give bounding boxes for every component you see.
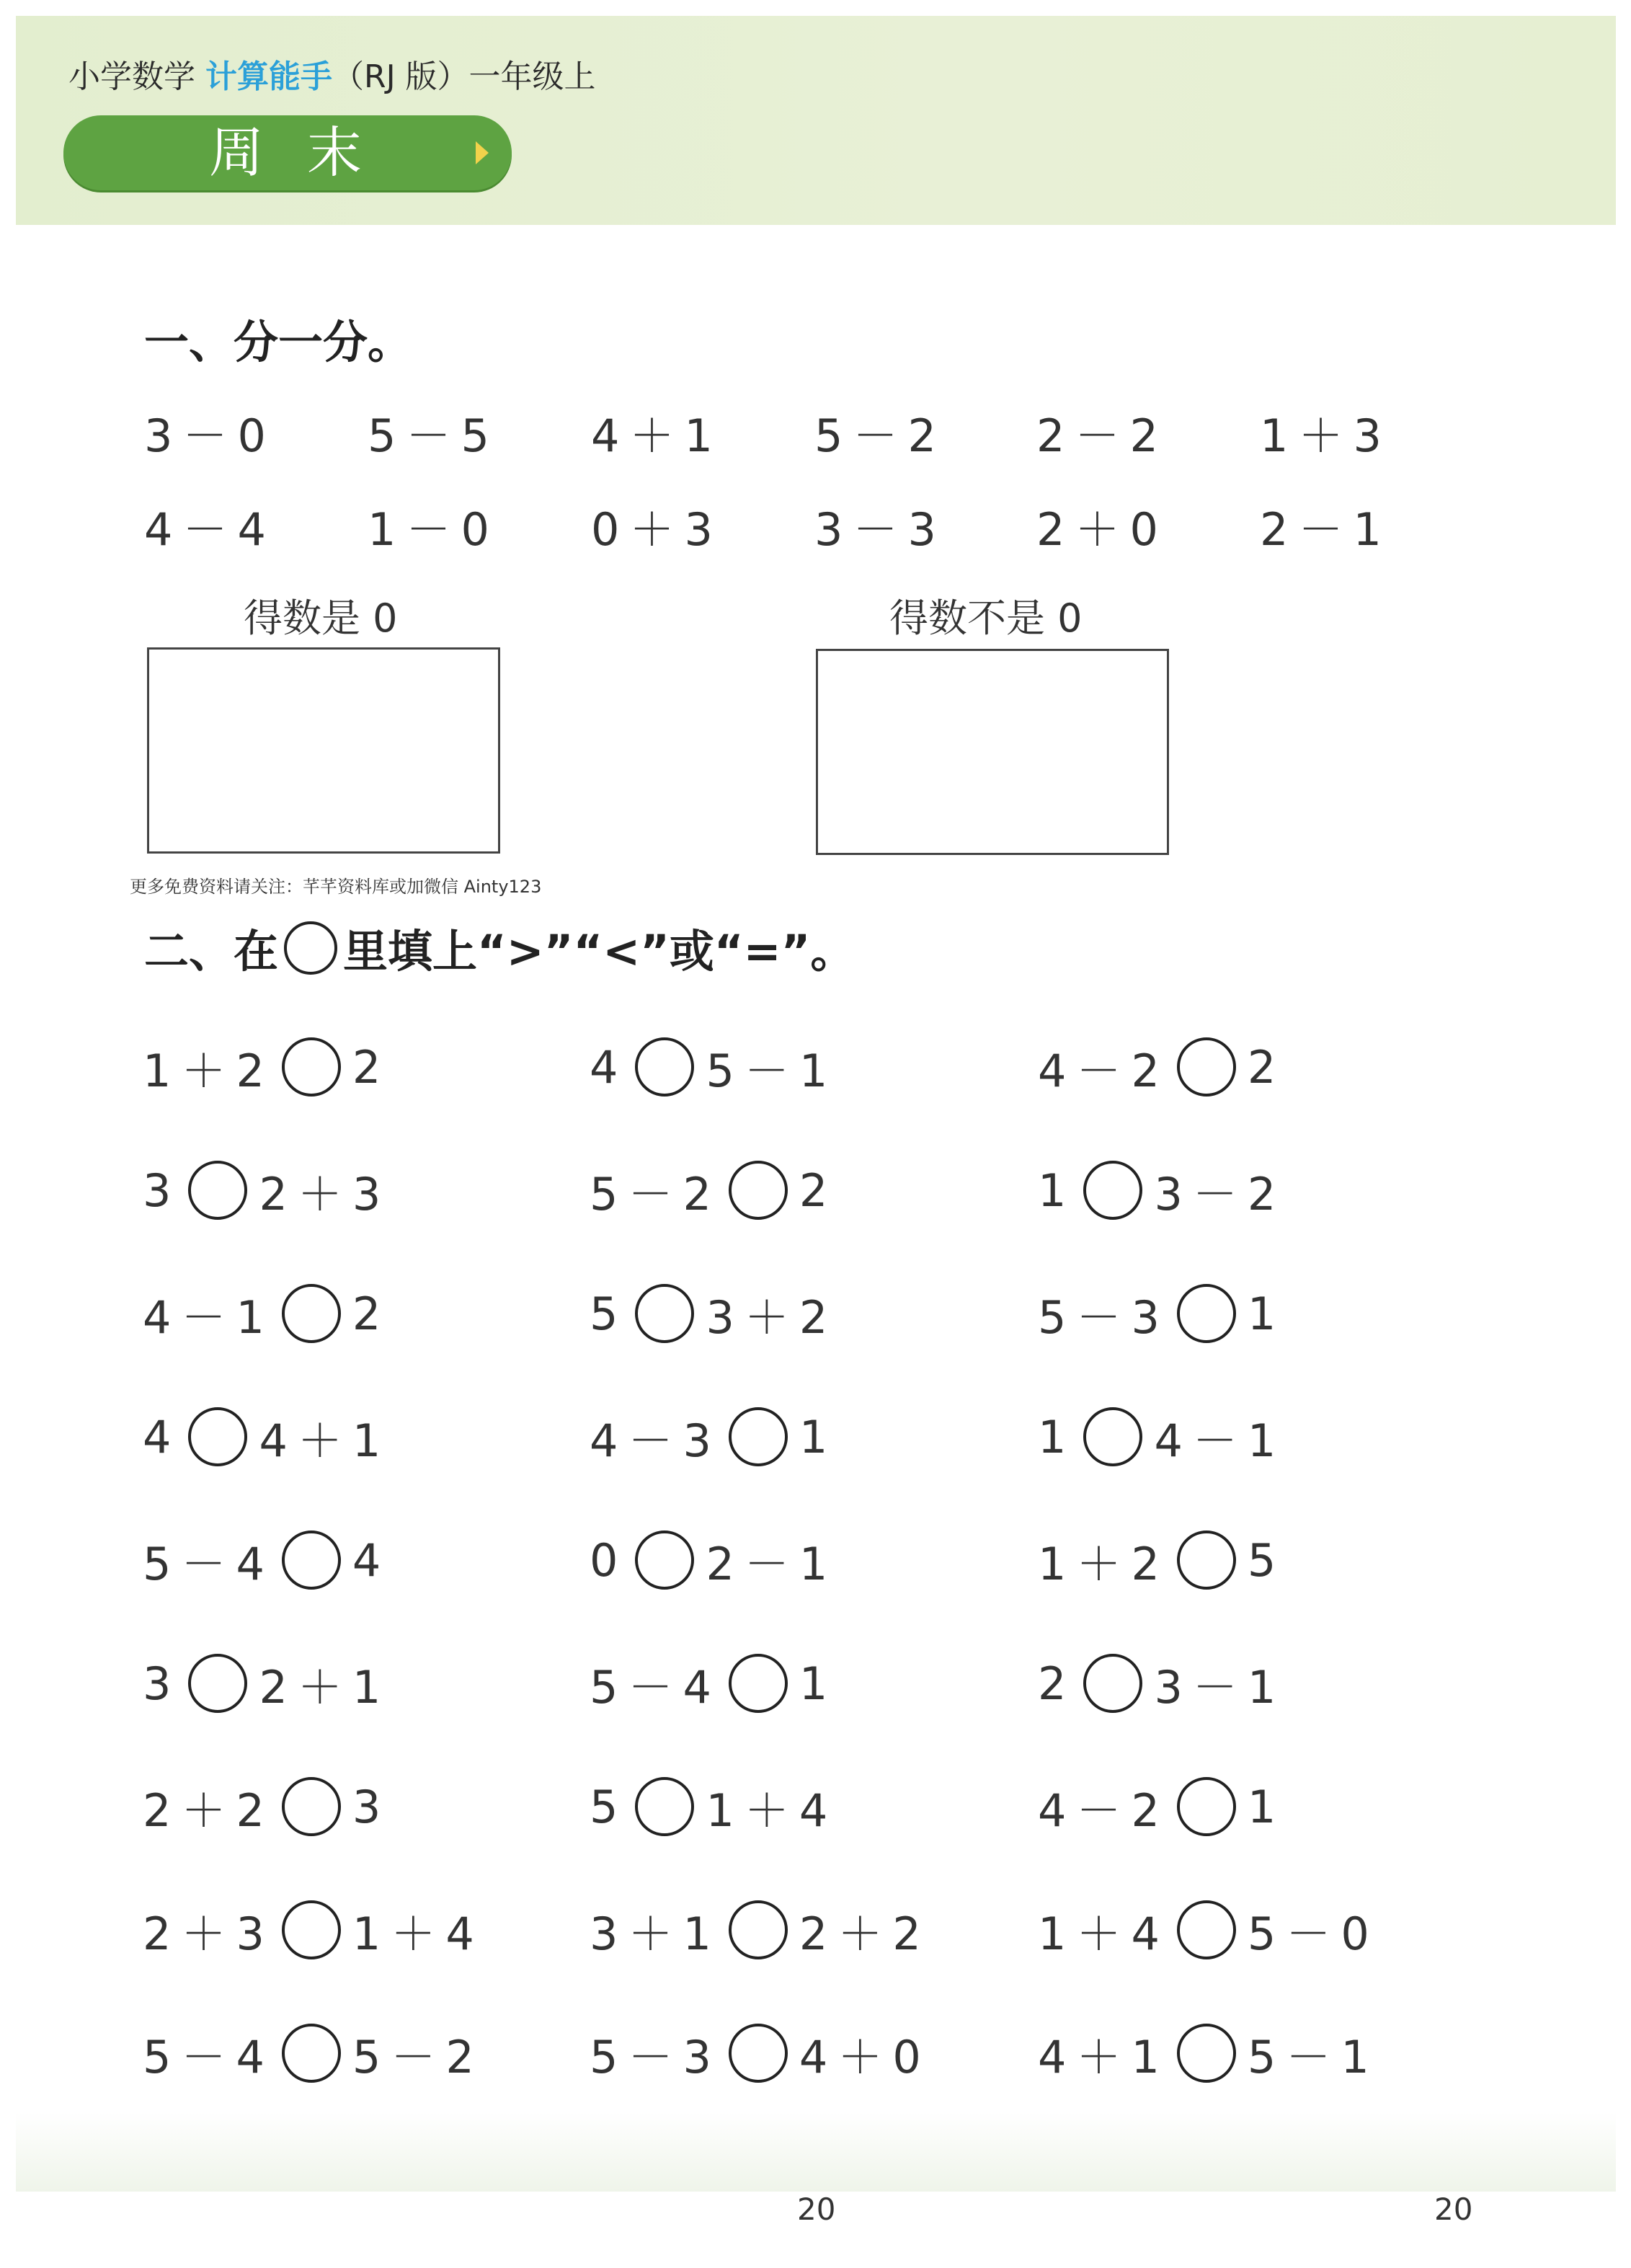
comparison-item — [143, 1158, 391, 1223]
comparison-left: 4＋1 — [1038, 2030, 1170, 2083]
answer-circle[interactable] — [1083, 1161, 1142, 1220]
answer-circle[interactable] — [1177, 1284, 1236, 1343]
comparison-right: 4 — [352, 1533, 391, 1587]
expr-r2-c5: 2＋0 — [1036, 503, 1168, 556]
expr-r1-c6: 1＋3 — [1260, 409, 1392, 462]
zero-result-box[interactable] — [147, 647, 500, 854]
answer-circle[interactable] — [188, 1654, 247, 1713]
comparison-right: 3－2 — [1154, 1167, 1286, 1221]
comparison-left: 2＋2 — [143, 1784, 275, 1837]
bottom-fade — [16, 2112, 1616, 2192]
comparison-item — [1038, 1528, 1286, 1593]
comparison-right: 2＋2 — [799, 1907, 931, 1960]
expr-r1-c2: 5－5 — [368, 409, 499, 462]
answer-circle[interactable] — [729, 1654, 788, 1713]
answer-circle[interactable] — [729, 1161, 788, 1220]
comparison-left: 4－2 — [1038, 1044, 1170, 1097]
section2-title — [144, 916, 855, 980]
comparison-left: 1＋2 — [1038, 1537, 1170, 1590]
answer-circle[interactable] — [1177, 1037, 1236, 1097]
comparison-left: 5－2 — [590, 1167, 721, 1221]
comparison-right: 3 — [352, 1780, 391, 1833]
comparison-item — [590, 1897, 931, 1962]
expr-r2-c6: 2－1 — [1260, 503, 1392, 556]
answer-circle[interactable] — [1177, 1900, 1236, 1959]
comparison-left: 0 — [590, 1533, 628, 1587]
comparison-item — [590, 2021, 931, 2086]
comparison-right: 1 — [1247, 1780, 1286, 1833]
answer-circle[interactable] — [282, 2024, 341, 2083]
comparison-left: 4－2 — [1038, 1784, 1170, 1837]
comparison-right: 2 — [352, 1040, 391, 1094]
comparison-right: 1 — [799, 1657, 838, 1710]
comparison-item — [1038, 1281, 1286, 1346]
blank-circle-icon — [284, 921, 337, 975]
answer-circle[interactable] — [282, 1037, 341, 1097]
comparison-right: 5－2 — [352, 2030, 484, 2083]
comparison-item — [143, 1774, 391, 1839]
book-title-suffix: （RJ 版）一年级上 — [332, 58, 596, 95]
comparison-left: 4－1 — [143, 1290, 275, 1344]
comparison-item — [590, 1528, 837, 1593]
comparison-right: 2－1 — [706, 1537, 838, 1590]
book-title — [68, 50, 596, 97]
expr-r1-c1: 3－0 — [144, 409, 276, 462]
answer-circle[interactable] — [729, 1900, 788, 1959]
expr-r2-c1: 4－4 — [144, 503, 276, 556]
answer-circle[interactable] — [635, 1037, 694, 1097]
answer-circle[interactable] — [1083, 1407, 1142, 1466]
lesson-tab-label: 周末 — [209, 120, 405, 185]
comparison-item — [1038, 1897, 1379, 1962]
comparison-item — [1038, 1158, 1286, 1223]
comparison-left: 1＋4 — [1038, 1907, 1170, 1960]
book-title-accent: 计算能手 — [205, 58, 332, 95]
expr-r1-c5: 2－2 — [1036, 409, 1168, 462]
comparison-item — [1038, 1404, 1286, 1469]
comparison-right: 2 — [1247, 1040, 1286, 1094]
comparison-item — [590, 1035, 837, 1099]
comparison-left: 3 — [143, 1164, 182, 1217]
comparison-item — [143, 1528, 391, 1593]
expr-r1-c4: 5－2 — [814, 409, 946, 462]
comparison-item — [1038, 1651, 1286, 1716]
comparison-right: 3－1 — [1154, 1660, 1286, 1714]
comparison-item — [143, 1897, 484, 1962]
comparison-right: 1＋4 — [352, 1907, 484, 1960]
page-number-center: 20 — [797, 2192, 836, 2227]
answer-circle[interactable] — [1083, 1654, 1142, 1713]
comparison-left: 2 — [1038, 1657, 1077, 1710]
book-title-prefix: 小学数学 — [68, 58, 205, 95]
comparison-right: 1＋4 — [706, 1784, 838, 1837]
comparison-right: 4－1 — [1154, 1414, 1286, 1467]
comparison-right: 2＋3 — [259, 1167, 391, 1221]
comparison-left: 5－4 — [143, 1537, 275, 1590]
nonzero-result-box[interactable] — [816, 649, 1169, 855]
answer-circle[interactable] — [635, 1531, 694, 1590]
comparison-left: 5－3 — [1038, 1290, 1170, 1344]
comparison-item — [590, 1651, 837, 1716]
comparison-right: 2 — [352, 1287, 391, 1340]
comparison-item — [590, 1158, 837, 1223]
comparison-right: 2＋1 — [259, 1660, 391, 1714]
comparison-item — [143, 2021, 484, 2086]
comparison-item — [143, 1035, 391, 1099]
comparison-left: 5 — [590, 1287, 628, 1340]
comparison-left: 2＋3 — [143, 1907, 275, 1960]
comparison-item — [1038, 1774, 1286, 1839]
comparison-item — [590, 1404, 837, 1469]
comparison-left: 1 — [1038, 1410, 1077, 1463]
answer-circle[interactable] — [188, 1407, 247, 1466]
answer-circle[interactable] — [635, 1777, 694, 1836]
zero-result-label: 得数是 0 — [244, 595, 398, 641]
comparison-right: 5－1 — [1247, 2030, 1379, 2083]
comparison-right: 4＋1 — [259, 1414, 391, 1467]
comparison-right: 1 — [1247, 1287, 1286, 1340]
answer-circle[interactable] — [282, 1531, 341, 1590]
page-number-right: 20 — [1434, 2192, 1473, 2227]
answer-circle[interactable] — [635, 1284, 694, 1343]
comparison-right: 1 — [799, 1410, 838, 1463]
section1-title: 一、分一分。 — [144, 316, 413, 368]
nonzero-result-label: 得数不是 0 — [889, 595, 1083, 641]
expr-r2-c3: 0＋3 — [591, 503, 723, 556]
section2-title-after: 里填上“>”“<”或“=”。 — [343, 925, 856, 978]
answer-circle[interactable] — [282, 1284, 341, 1343]
comparison-left: 5－3 — [590, 2030, 721, 2083]
answer-circle[interactable] — [282, 1900, 341, 1959]
comparison-right: 4＋0 — [799, 2030, 931, 2083]
comparison-left: 4 — [143, 1410, 182, 1463]
comparison-item — [1038, 1035, 1286, 1099]
comparison-left: 5 — [590, 1780, 628, 1833]
comparison-item — [590, 1281, 837, 1346]
expr-r2-c2: 1－0 — [368, 503, 499, 556]
comparison-right: 5－0 — [1247, 1907, 1379, 1960]
comparison-right: 2 — [799, 1164, 838, 1217]
comparison-left: 4－3 — [590, 1414, 721, 1467]
promo-note: 更多免费资料请关注：芊芊资料库或加微信 Ainty123 — [130, 877, 542, 897]
answer-circle[interactable] — [282, 1777, 341, 1836]
comparison-left: 3＋1 — [590, 1907, 721, 1960]
answer-circle[interactable] — [1177, 1777, 1236, 1836]
answer-circle[interactable] — [1177, 2024, 1236, 2083]
comparison-left: 5－4 — [590, 1660, 721, 1714]
answer-circle[interactable] — [729, 2024, 788, 2083]
answer-circle[interactable] — [188, 1161, 247, 1220]
comparison-right: 3＋2 — [706, 1290, 838, 1344]
comparison-left: 1＋2 — [143, 1044, 275, 1097]
expr-r1-c3: 4＋1 — [591, 409, 723, 462]
expr-r2-c4: 3－3 — [814, 503, 946, 556]
play-arrow-icon — [476, 141, 489, 164]
comparison-item — [143, 1651, 391, 1716]
comparison-left: 1 — [1038, 1164, 1077, 1217]
comparison-left: 5－4 — [143, 2030, 275, 2083]
comparison-left: 4 — [590, 1040, 628, 1094]
comparison-item — [590, 1774, 837, 1839]
comparison-item — [1038, 2021, 1379, 2086]
comparison-item — [143, 1404, 391, 1469]
answer-circle[interactable] — [1177, 1531, 1236, 1590]
comparison-item — [143, 1281, 391, 1346]
comparison-right: 5－1 — [706, 1044, 838, 1097]
comparison-right: 5 — [1247, 1533, 1286, 1587]
section2-title-before: 二、在 — [144, 925, 279, 978]
answer-circle[interactable] — [729, 1407, 788, 1466]
comparison-left: 3 — [143, 1657, 182, 1710]
